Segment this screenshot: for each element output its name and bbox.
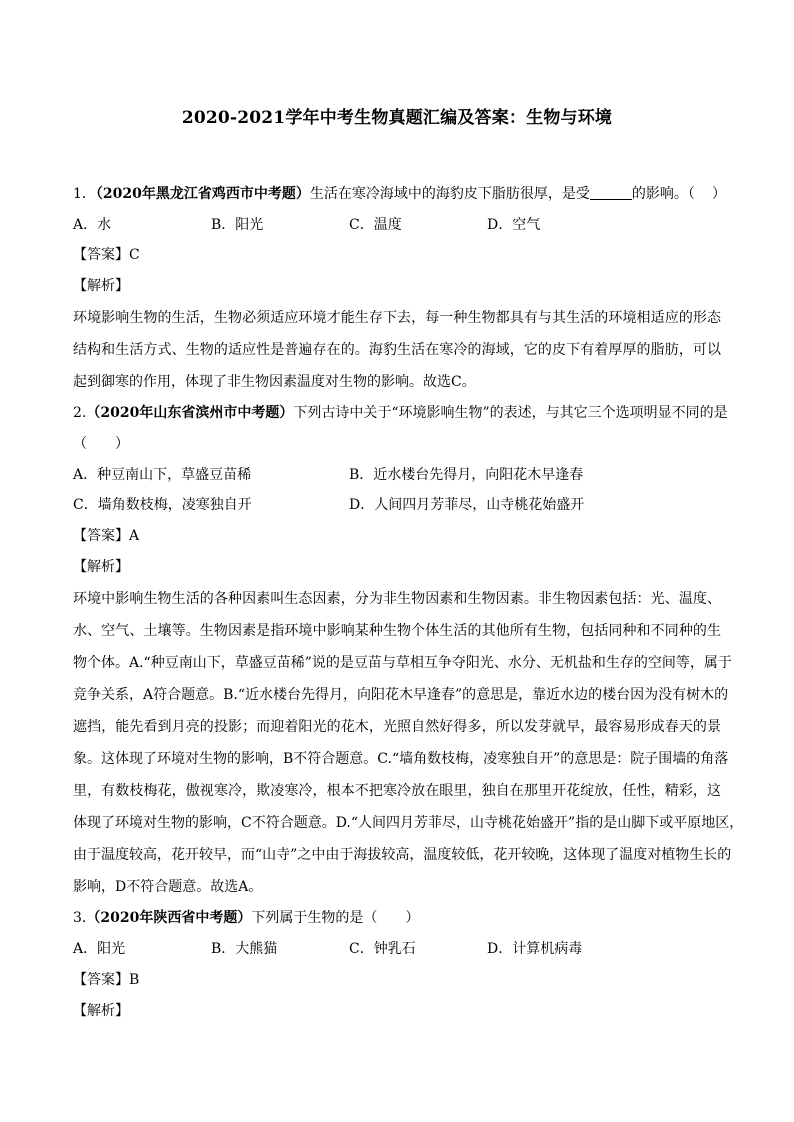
option-c: C．墙角数枝梅，凌寒独自开	[73, 497, 252, 513]
analysis-text: 环境中影响生物生活的各种因素叫生态因素，分为非生物因素和生物因素。非生物因素包括：光、温度、	[73, 591, 721, 607]
option-d: D．计算机病毒	[487, 941, 583, 957]
analysis-text: 由于温度较高，花开较早，而“山寺”之中由于海拔较高，温度较低，花开较晚，这体现了温度对植物生长的	[73, 847, 732, 863]
option-c: C．钟乳石	[349, 941, 416, 957]
question-1-stem	[73, 184, 723, 204]
analysis-label: 【解析】	[73, 1003, 129, 1019]
option-a: A．种豆南山下，草盛豆苗稀	[73, 467, 252, 483]
analysis-text: 体现了环境对生物的影响，C不符合题意。D.“人间四月芳菲尽，山寺桃花始盛开”指的是山脚下或平原地区，	[73, 815, 744, 831]
question-text: 的影响。（	[631, 186, 695, 202]
option-a: A．阳光	[73, 941, 126, 957]
question-number: 1．	[73, 186, 96, 202]
analysis-text: 遮挡，能先看到月亮的投影；而迎着阳光的花木，光照自然好得多，所以发芽就早，最容易形成春天的景	[73, 719, 721, 735]
analysis-text: 竞争关系，A符合题意。B.“近水楼台先得月，向阳花木早逢春”的意思是，靠近水边的楼台因为没有树木的	[73, 687, 729, 703]
analysis-label: 【解析】	[73, 278, 129, 294]
option-c: C．温度	[349, 217, 402, 233]
answer-line: 【答案】A	[73, 528, 140, 544]
page-title: 2020-2021学年中考生物真题汇编及答案：生物与环境	[181, 108, 613, 128]
question-source: （2020年陕西省中考题）	[86, 910, 252, 926]
question-text: 下列属于生物的是（ ）	[251, 910, 420, 926]
question-3-stem	[73, 908, 723, 928]
answer-line: 【答案】C	[73, 247, 140, 263]
answer-line: 【答案】B	[73, 972, 140, 988]
option-a: A．水	[73, 217, 112, 233]
analysis-text: 结构和生活方式、生物的适应性是普遍存在的。海豹生活在寒冷的海域，它的皮下有着厚厚的脂肪，可以	[73, 342, 721, 358]
question-number: 3.	[73, 910, 87, 926]
option-b: B．大熊猫	[211, 941, 278, 957]
question-text: 下列古诗中关于“环境影响生物”的表述，与其它三个选项明显不同的是	[293, 405, 728, 421]
analysis-text: 象。这体现了环境对生物的影响，B不符合题意。C.“墙角数枝梅，凌寒独自开”的意思是：院子围墙的角落	[73, 751, 729, 767]
fill-blank	[590, 185, 632, 200]
question-number: 2.	[73, 405, 87, 421]
option-b: B．近水楼台先得月，向阳花木早逢春	[349, 467, 584, 483]
option-d: D．空气	[487, 217, 541, 233]
answer-paren-close: ）	[712, 186, 726, 202]
analysis-text: 起到御寒的作用，体现了非生物因素温度对生物的影响。故选C。	[73, 374, 476, 390]
option-b: B．阳光	[211, 217, 264, 233]
analysis-text: 里，有数枝梅花，傲视寒冷，欺凌寒冷，根本不把寒冷放在眼里，独自在那里开花绽放，任性，精彩，这	[73, 783, 721, 799]
question-source: （2020年山东省滨州市中考题）	[86, 405, 294, 421]
analysis-text: 影响，D不符合题意。故选A。	[73, 879, 263, 895]
question-2-stem	[73, 403, 728, 423]
analysis-text: 物个体。A.“种豆南山下，草盛豆苗稀”说的是豆苗与草相互争夺阳光、水分、无机盐和生存的空间等，属于	[73, 655, 732, 671]
analysis-text: 水、空气、土壤等。生物因素是指环境中影响某种生物个体生活的其他所有生物，包括同种和不同种的生	[73, 623, 721, 639]
analysis-label: 【解析】	[73, 559, 129, 575]
answer-paren: （ ）	[73, 436, 129, 452]
analysis-text: 环境影响生物的生活，生物必须适应环境才能生存下去，每一种生物都具有与其生活的环境相适应的形态	[73, 310, 721, 326]
question-source: （2020年黑龙江省鸡西市中考题）	[95, 186, 310, 202]
option-d: D．人间四月芳菲尽，山寺桃花始盛开	[349, 497, 585, 513]
question-text: 生活在寒冷海域中的海豹皮下脂肪很厚，是受	[309, 186, 590, 202]
